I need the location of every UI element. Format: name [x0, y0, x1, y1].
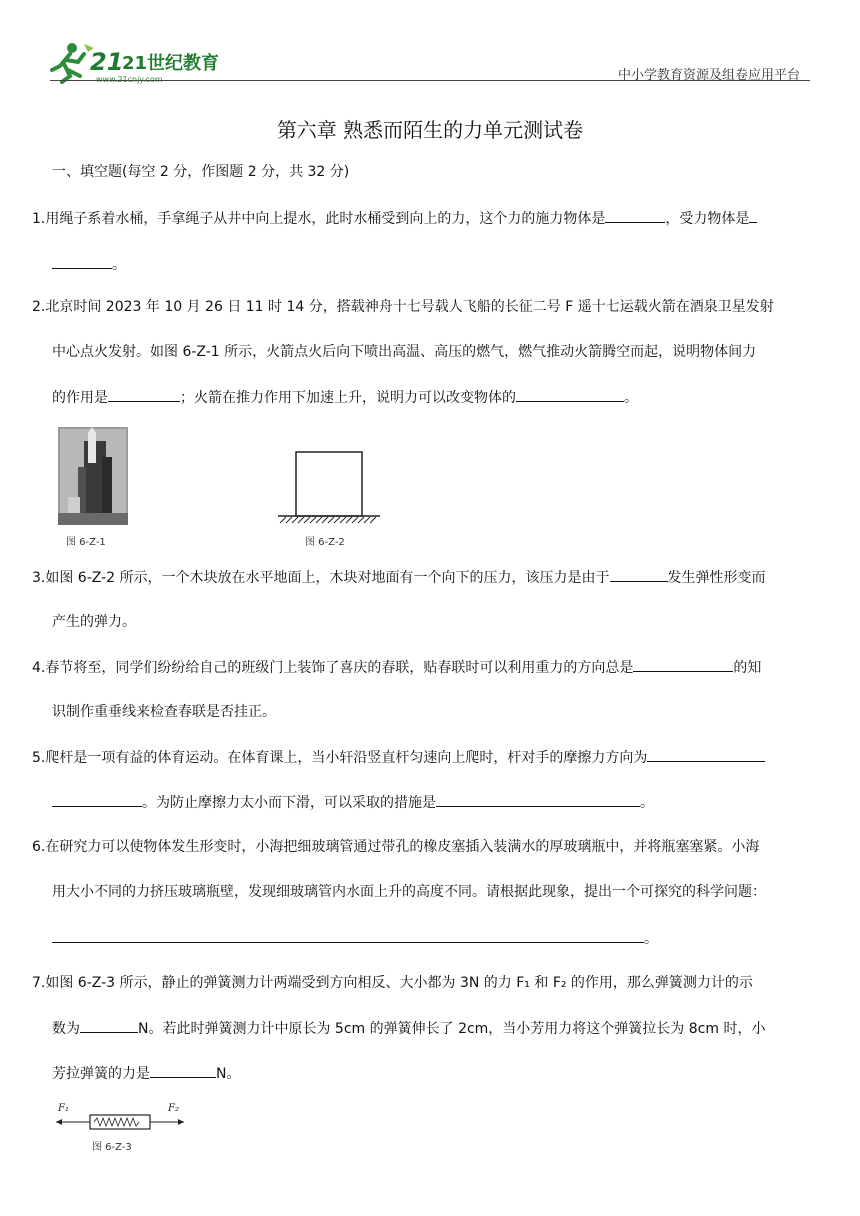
- question-5-line1: [32, 747, 765, 768]
- f1-label: F₁: [58, 1103, 69, 1114]
- page-title: 第六章 熟悉而陌生的力单元测试卷: [276, 118, 584, 142]
- header-divider: [50, 80, 810, 81]
- q1-blank-1[interactable]: [605, 208, 665, 223]
- fig1-caption: 图 6-Z-1: [66, 537, 106, 548]
- question-6-line1: 6.在研究力可以使物体发生形变时，小海把细玻璃管通过带孔的橡皮塞插入装满水的厚玻璃瓶中，并将瓶塞塞紧。小海: [32, 839, 760, 855]
- svg-text:www.21cnjy.com: www.21cnjy.com: [96, 75, 163, 84]
- question-4-line2: 识制作重垂线来检查春联是否挂正。: [52, 704, 276, 720]
- f2-label: F₂: [168, 1103, 179, 1114]
- rocket-launch-photo: [58, 427, 128, 525]
- arrow-right-icon: [178, 1119, 184, 1125]
- q7-blank-1[interactable]: [80, 1018, 138, 1033]
- runner-icon: [52, 43, 94, 82]
- page-header: [50, 36, 810, 84]
- q1-text-3: 。: [112, 257, 126, 273]
- q6-text-end: 。: [644, 931, 658, 947]
- question-1: [32, 208, 757, 229]
- q2-text-c: 。: [624, 390, 638, 406]
- question-4-line1: [32, 657, 761, 678]
- fig2-caption: 图 6-Z-2: [305, 537, 345, 548]
- section-heading: 一、填空题(每空 2 分，作图题 2 分，共 32 分): [52, 164, 350, 180]
- block-on-ground-diagram: [278, 448, 380, 524]
- question-7-line3: [52, 1063, 240, 1084]
- question-2-line3: [52, 387, 638, 408]
- q5-text-b: 。为防止摩擦力太小而下滑，可以采取的措施是: [142, 795, 436, 811]
- q7-text-b: N。若此时弹簧测力计中原长为 5cm 的弹簧伸长了 2cm，当小芳用力将这个弹簧拉长为 8cm 时，小: [138, 1021, 766, 1037]
- q5-blank-1a[interactable]: [647, 747, 765, 762]
- logo-21cnjy: [50, 40, 220, 84]
- platform-name: 中小学教育资源及组卷应用平台: [617, 68, 800, 83]
- q7-text-d: N。: [216, 1066, 241, 1082]
- question-2-line2: 中心点火发射。如图 6-Z-1 所示，火箭点火后向下喷出高温、高压的燃气，燃气推动火箭腾空而起，说明物体间力: [52, 344, 757, 360]
- q2-blank-2[interactable]: [516, 387, 624, 402]
- q7-text-c: 芳拉弹簧的力是: [52, 1066, 150, 1082]
- question-2-line1: 2.北京时间 2023 年 10 月 26 日 11 时 14 分，搭载神舟十七号载人飞船的长征二号 F 遥十七运载火箭在酒泉卫星发射: [32, 299, 774, 315]
- q1-text-2: ，受力物体是: [665, 211, 750, 227]
- q7-blank-2[interactable]: [150, 1063, 216, 1078]
- fig3-caption: 图 6-Z-3: [92, 1142, 132, 1153]
- q4-text-a: 4.春节将至，同学们纷纷给自己的班级门上装饰了喜庆的春联，贴春联时可以利用重力的方向总是: [32, 660, 634, 676]
- question-3-line2: 产生的弹力。: [52, 614, 136, 630]
- q2-blank-1[interactable]: [108, 387, 180, 402]
- question-5-line2: [52, 792, 654, 813]
- q4-blank-1[interactable]: [633, 657, 733, 672]
- q3-text-a: 3.如图 6-Z-2 所示，一个木块放在水平地面上，木块对地面有一个向下的压力，该压力是由于: [32, 570, 610, 586]
- q2-text-a: 的作用是: [52, 390, 108, 406]
- question-7-line1: 7.如图 6-Z-3 所示，静止的弹簧测力计两端受到方向相反、大小都为 3N 的力 F₁ 和 F₂ 的作用，那么弹簧测力计的示: [32, 975, 753, 991]
- q3-blank-1[interactable]: [610, 567, 668, 582]
- svg-text:21世纪教育: 21世纪教育: [122, 53, 220, 74]
- question-6-line3: [52, 928, 658, 949]
- q6-blank-1[interactable]: [52, 928, 644, 943]
- q5-blank-1b[interactable]: [52, 792, 142, 807]
- question-3-line1: [32, 567, 766, 588]
- q4-text-b: 的知: [733, 660, 762, 676]
- question-1-line2: [52, 254, 126, 275]
- q2-text-b: ；火箭在推力作用下加速上升，说明力可以改变物体的: [180, 390, 516, 406]
- q1-blank-2a[interactable]: [749, 208, 757, 223]
- q5-text-a: 5.爬杆是一项有益的体育运动。在体育课上，当小轩沿竖直杆匀速向上爬时，杆对手的摩擦力方向为: [32, 750, 648, 766]
- q7-text-a: 数为: [52, 1021, 80, 1037]
- q1-text-1: 1.用绳子系着水桶，手拿绳子从井中向上提水，此时水桶受到向上的力，这个力的施力物体是: [32, 211, 606, 227]
- question-6-line2: 用大小不同的力挤压玻璃瓶壁，发现细玻璃管内水面上升的高度不同。请根据此现象，提出一个可探究的科学问题：: [52, 884, 766, 900]
- svg-text:21: 21: [90, 48, 124, 76]
- q3-text-b: 发生弹性形变而: [667, 570, 766, 586]
- arrow-left-icon: [56, 1119, 62, 1125]
- question-7-line2: [52, 1018, 765, 1039]
- q5-blank-2[interactable]: [436, 792, 640, 807]
- q1-blank-2b[interactable]: [52, 254, 112, 269]
- q5-text-c: 。: [640, 795, 654, 811]
- spring-scale-diagram: [54, 1100, 186, 1136]
